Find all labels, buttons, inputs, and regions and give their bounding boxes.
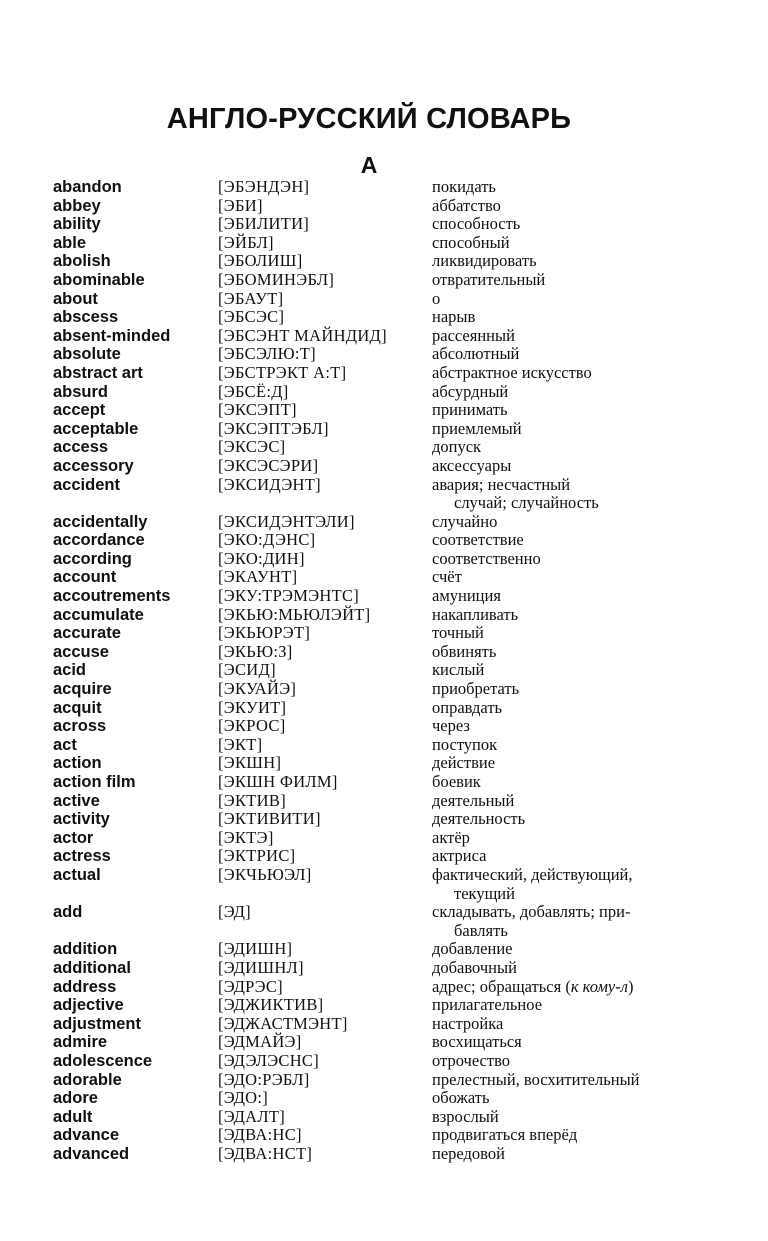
pronunciation: [ЭБИ] <box>218 195 263 215</box>
translation <box>432 940 732 959</box>
translation <box>432 568 732 587</box>
headword: abbey <box>53 196 101 215</box>
translation-text: добавление <box>432 939 513 959</box>
headword: actor <box>53 828 94 847</box>
translation-suffix: ) <box>627 976 634 996</box>
pronunciation: [ЭДЖАСТМЭНТ] <box>218 1013 348 1033</box>
headword: accumulate <box>53 605 144 624</box>
dictionary-entry <box>0 1089 768 1108</box>
dictionary-entry <box>0 252 768 271</box>
headword: adult <box>53 1107 93 1126</box>
headword: access <box>53 438 109 457</box>
dictionary-entry <box>0 290 768 309</box>
translation <box>432 1071 732 1090</box>
translation-italic: к кому-л <box>570 976 628 996</box>
translation-text: накапливать <box>432 604 519 624</box>
headword: accordance <box>53 531 145 550</box>
dictionary-entry <box>0 308 768 327</box>
pronunciation: [ЭДИШН] <box>218 939 293 959</box>
dictionary-entry <box>0 401 768 420</box>
dictionary-entry <box>0 996 768 1015</box>
translation <box>432 364 732 383</box>
dictionary-entry <box>0 587 768 606</box>
dictionary-entry <box>0 271 768 290</box>
headword: accept <box>53 401 106 420</box>
translation-text: нарыв <box>432 307 476 327</box>
translation-text: соответственно <box>432 548 541 568</box>
translation-text: взрослый <box>432 1106 499 1126</box>
pronunciation: [ЭБОМИНЭБЛ] <box>218 269 335 289</box>
pronunciation: [ЭКСИДЭНТЭЛИ] <box>218 511 355 531</box>
pronunciation: [ЭКАУНТ] <box>218 567 298 587</box>
translation-text: действие <box>432 753 496 773</box>
translation-text: прелестный, восхитительный <box>432 1069 640 1089</box>
pronunciation: [ЭКРОС] <box>218 716 286 736</box>
pronunciation: [ЭБЭНДЭН] <box>218 177 310 196</box>
entries-list <box>0 178 768 1163</box>
headword: accident <box>53 475 120 494</box>
pronunciation: [ЭКТЭ] <box>218 827 274 847</box>
translation <box>432 457 732 476</box>
translation <box>432 327 732 346</box>
dictionary-entry <box>0 847 768 866</box>
translation-text: прилагательное <box>432 995 543 1015</box>
dictionary-entry <box>0 736 768 755</box>
dictionary-entry <box>0 1108 768 1127</box>
translation-text: продвигаться вперёд <box>432 1125 578 1145</box>
translation <box>432 1145 732 1164</box>
headword: account <box>53 568 117 587</box>
section-letter: А <box>360 152 378 178</box>
dictionary-entry <box>0 792 768 811</box>
pronunciation: [ЭКСЭПТ] <box>218 400 297 420</box>
pronunciation: [ЭДАЛТ] <box>218 1106 286 1126</box>
pronunciation: [ЭДО:РЭБЛ] <box>218 1069 310 1089</box>
page-title: АНГЛО-РУССКИЙ СЛОВАРЬ <box>166 103 572 135</box>
pronunciation: [ЭДВА:НСТ] <box>218 1143 313 1163</box>
headword: accessory <box>53 456 134 475</box>
pronunciation: [ЭБАУТ] <box>218 288 284 308</box>
pronunciation: [ЭДРЭС] <box>218 976 283 996</box>
translation <box>432 290 732 309</box>
translation <box>432 197 732 216</box>
pronunciation: [ЭДВА:НС] <box>218 1125 302 1145</box>
headword: across <box>53 717 107 736</box>
pronunciation: [ЭКСЭПТЭБЛ] <box>218 418 329 438</box>
translation <box>432 978 732 997</box>
translation-text: деятельность <box>432 809 526 829</box>
dictionary-entry <box>0 699 768 718</box>
pronunciation: [ЭКУ:ТРЭМЭНТС] <box>218 586 360 606</box>
headword: about <box>53 289 98 308</box>
translation-text: принимать <box>432 400 508 420</box>
headword: addition <box>53 940 118 959</box>
headword: adorable <box>53 1070 122 1089</box>
dictionary-entry <box>0 680 768 699</box>
pronunciation: [ЭБИЛИТИ] <box>218 214 310 234</box>
pronunciation: [ЭКО:ДЭНС] <box>218 530 316 550</box>
headword: additional <box>53 958 131 977</box>
translation-text: способный <box>432 232 510 252</box>
translation-text: адрес; обращаться ( <box>432 976 571 996</box>
pronunciation: [ЭКТИВИТИ] <box>218 809 321 829</box>
translation-text: ликвидировать <box>432 251 537 271</box>
translation-text: через <box>432 716 470 736</box>
translation-text: фактический, действующий, <box>432 864 633 884</box>
translation-text: амуниция <box>432 586 501 606</box>
headword: absolute <box>53 345 121 364</box>
translation <box>432 829 732 848</box>
dictionary-entry <box>0 568 768 587</box>
dictionary-entry <box>0 606 768 625</box>
headword: advanced <box>53 1144 130 1163</box>
translation <box>432 420 732 439</box>
translation-text: абстрактное искусство <box>432 362 592 382</box>
translation-text: счёт <box>432 567 462 587</box>
dictionary-entry <box>0 661 768 680</box>
translation <box>432 513 732 532</box>
translation-text: авария; несчастный <box>432 474 571 494</box>
dictionary-entry <box>0 810 768 829</box>
pronunciation: [ЭБСЭС] <box>218 307 285 327</box>
translation <box>432 587 732 606</box>
translation <box>432 345 732 364</box>
headword: adore <box>53 1089 98 1108</box>
translation <box>432 401 732 420</box>
headword: absurd <box>53 382 109 401</box>
translation-text: обожать <box>432 1088 490 1108</box>
pronunciation: [ЭЙБЛ] <box>218 232 274 252</box>
translation <box>432 476 732 513</box>
translation <box>432 438 732 457</box>
headword: action film <box>53 773 136 791</box>
translation <box>432 1089 732 1108</box>
pronunciation: [ЭД] <box>218 902 251 922</box>
translation <box>432 847 732 866</box>
translation-text: случайно <box>432 511 498 531</box>
translation <box>432 736 732 755</box>
headword: address <box>53 977 117 996</box>
dictionary-entry <box>0 978 768 997</box>
pronunciation: [ЭКСЭСЭРИ] <box>218 455 319 475</box>
dictionary-entry <box>0 717 768 736</box>
pronunciation: [ЭДО:] <box>218 1088 269 1108</box>
translation <box>432 531 732 550</box>
dictionary-entry <box>0 1033 768 1052</box>
dictionary-entry <box>0 345 768 364</box>
headword: action <box>53 754 102 773</box>
dictionary-entry <box>0 624 768 643</box>
dictionary-entry <box>0 550 768 569</box>
dictionary-entry <box>0 476 768 513</box>
dictionary-entry <box>0 531 768 550</box>
translation-text: абсолютный <box>432 344 520 364</box>
pronunciation: [ЭКУИТ] <box>218 697 287 717</box>
translation-text: соответствие <box>432 530 524 550</box>
pronunciation: [ЭБСЁ:Д] <box>218 381 289 401</box>
pronunciation: [ЭКСИДЭНТ] <box>218 474 321 494</box>
translation-text: обвинять <box>432 641 497 661</box>
translation <box>432 178 732 197</box>
headword: acquit <box>53 698 102 717</box>
dictionary-entry <box>0 959 768 978</box>
translation <box>432 308 732 327</box>
dictionary-entry <box>0 754 768 773</box>
pronunciation: [ЭБСЭНТ МАЙНДИД] <box>218 325 387 345</box>
headword: add <box>53 903 83 922</box>
headword: abstract art <box>53 363 143 382</box>
pronunciation: [ЭДИШНЛ] <box>218 957 304 977</box>
translation <box>432 383 732 402</box>
translation <box>432 773 732 792</box>
pronunciation: [ЭКТРИС] <box>218 846 296 866</box>
translation-continuation: текущий <box>454 883 515 903</box>
translation <box>432 1033 732 1052</box>
translation <box>432 866 732 903</box>
translation <box>432 550 732 569</box>
translation-text: складывать, добавлять; при- <box>432 902 631 922</box>
dictionary-entry <box>0 1126 768 1145</box>
headword: activity <box>53 810 110 829</box>
headword: abominable <box>53 270 145 289</box>
translation <box>432 643 732 662</box>
headword: accidentally <box>53 512 148 531</box>
dictionary-entry <box>0 1145 768 1164</box>
dictionary-entry <box>0 1071 768 1090</box>
translation <box>432 661 732 680</box>
dictionary-entry <box>0 1015 768 1034</box>
pronunciation: [ЭКУАЙЭ] <box>218 679 297 699</box>
translation <box>432 996 732 1015</box>
headword: actual <box>53 865 101 884</box>
headword: accoutrements <box>53 587 171 606</box>
translation-text: боевик <box>432 772 481 791</box>
translation <box>432 606 732 625</box>
translation-text: приобретать <box>432 679 520 699</box>
headword: abandon <box>53 178 122 196</box>
headword: able <box>53 233 87 252</box>
dictionary-entry <box>0 234 768 253</box>
translation <box>432 754 732 773</box>
translation-text: аббатство <box>432 195 501 215</box>
pronunciation: [ЭБОЛИШ] <box>218 251 303 271</box>
translation-text: отвратительный <box>432 269 546 289</box>
translation-text: оправдать <box>432 697 503 717</box>
translation-text: точный <box>432 623 484 643</box>
headword: admire <box>53 1033 108 1052</box>
headword: accurate <box>53 624 121 643</box>
headword: absent-minded <box>53 326 171 345</box>
translation <box>432 215 732 234</box>
translation-text: способность <box>432 214 521 234</box>
translation <box>432 810 732 829</box>
translation-text: добавочный <box>432 957 517 977</box>
translation-text: восхищаться <box>432 1032 522 1052</box>
translation-text: актриса <box>432 846 487 866</box>
pronunciation: [ЭСИД] <box>218 660 276 680</box>
headword: according <box>53 549 132 568</box>
dictionary-entry <box>0 513 768 532</box>
headword: accuse <box>53 642 109 661</box>
translation <box>432 959 732 978</box>
headword: adjustment <box>53 1014 142 1033</box>
dictionary-entry <box>0 1052 768 1071</box>
translation <box>432 1126 732 1145</box>
pronunciation: [ЭКЧЬЮЭЛ] <box>218 864 312 884</box>
translation-text: допуск <box>432 437 482 457</box>
translation-text: передовой <box>432 1143 505 1163</box>
dictionary-entry <box>0 420 768 439</box>
pronunciation: [ЭДМАЙЭ] <box>218 1032 302 1052</box>
pronunciation: [ЭКШН ФИЛМ] <box>218 772 338 791</box>
pronunciation: [ЭКО:ДИН] <box>218 548 305 568</box>
translation-text: кислый <box>432 660 485 680</box>
translation-text: рассеянный <box>432 325 515 345</box>
dictionary-entry <box>0 197 768 216</box>
dictionary-entry <box>0 866 768 903</box>
pronunciation: [ЭКЬЮРЭТ] <box>218 623 311 643</box>
translation <box>432 699 732 718</box>
translation-text: аксессуары <box>432 455 512 475</box>
dictionary-entry <box>0 327 768 346</box>
translation-continuation: бавлять <box>454 920 508 940</box>
pronunciation: [ЭКЬЮ:МЬЮЛЭЙТ] <box>218 604 371 624</box>
dictionary-entry <box>0 457 768 476</box>
pronunciation: [ЭДЭЛЭСНС] <box>218 1050 320 1070</box>
dictionary-entry <box>0 940 768 959</box>
translation <box>432 271 732 290</box>
pronunciation: [ЭКТ] <box>218 734 263 754</box>
dictionary-entry <box>0 178 768 197</box>
dictionary-entry <box>0 829 768 848</box>
translation-text: актёр <box>432 827 470 847</box>
translation <box>432 234 732 253</box>
translation <box>432 717 732 736</box>
dictionary-entry <box>0 773 768 792</box>
headword: act <box>53 735 77 754</box>
pronunciation: [ЭКСЭС] <box>218 437 286 457</box>
dictionary-entry <box>0 643 768 662</box>
dictionary-entry <box>0 215 768 234</box>
translation <box>432 680 732 699</box>
translation-text: покидать <box>432 177 496 196</box>
translation-text: абсурдный <box>432 381 509 401</box>
translation <box>432 1015 732 1034</box>
dictionary-entry <box>0 364 768 383</box>
dictionary-entry <box>0 438 768 457</box>
headword: ability <box>53 215 101 234</box>
translation-text: приемлемый <box>432 418 522 438</box>
headword: acceptable <box>53 419 139 438</box>
translation-continuation: случай; случайность <box>454 493 599 513</box>
headword: abscess <box>53 308 119 327</box>
dictionary-entry <box>0 383 768 402</box>
translation-text: деятельный <box>432 790 515 810</box>
translation-text: отрочество <box>432 1050 511 1070</box>
pronunciation: [ЭКЬЮ:З] <box>218 641 293 661</box>
headword: adolescence <box>53 1051 153 1070</box>
pronunciation: [ЭКТИВ] <box>218 790 286 810</box>
headword: acid <box>53 661 87 680</box>
translation-text: поступок <box>432 734 498 754</box>
translation <box>432 792 732 811</box>
translation <box>432 624 732 643</box>
translation <box>432 1108 732 1127</box>
translation <box>432 1052 732 1071</box>
headword: acquire <box>53 680 112 699</box>
headword: adjective <box>53 996 124 1015</box>
dictionary-entry <box>0 903 768 940</box>
headword: abolish <box>53 252 111 271</box>
headword: advance <box>53 1126 120 1145</box>
translation <box>432 903 732 940</box>
headword: active <box>53 791 100 810</box>
translation-text: о <box>432 288 441 308</box>
pronunciation: [ЭБСЭЛЮ:Т] <box>218 344 316 364</box>
pronunciation: [ЭКШН] <box>218 753 282 773</box>
pronunciation: [ЭДЖИКТИВ] <box>218 995 324 1015</box>
translation-text: настройка <box>432 1013 504 1033</box>
headword: actress <box>53 847 111 866</box>
pronunciation: [ЭБСТРЭКТ А:Т] <box>218 362 347 382</box>
translation <box>432 252 732 271</box>
